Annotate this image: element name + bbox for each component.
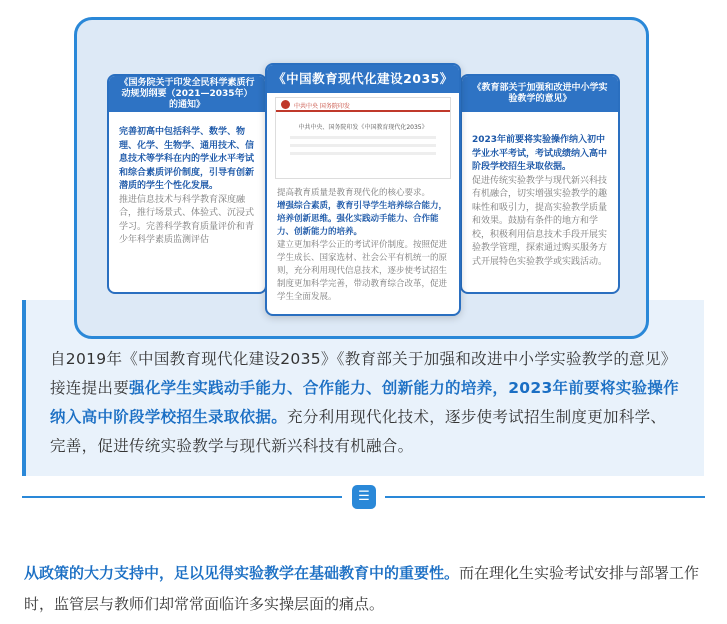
footer-highlight: 从政策的大力支持中，足以见得实验教学在基础教育中的重要性。 xyxy=(24,564,460,582)
document-thumbnail xyxy=(275,97,451,179)
info-text-highlight: 强化学生实践动手能力、合作能力、创新能力的培养，2023年前要将实验操作纳入高中阶段学校招生录取依据。 xyxy=(50,379,679,426)
policy-card-left xyxy=(107,74,267,294)
card-normal-text: 建立更加科学公正的考试评价制度。按照促进学生成长、国家选材、社会公平有机统一的原则，充分利用现代信息技术，逐步使考试招生制度更加科学完善，带动教育综合改革，促进学生全面发展。 xyxy=(277,240,448,302)
card-bold-text: 完善初高中包括科学、数学、物理、化学、生物学、通用技术、信息技术等学科在内的学业水平考试和综合素质评价制度，引导有创新潜质的学生个性化发展。 xyxy=(119,127,255,191)
doc-header xyxy=(276,98,450,112)
card-normal-text: 提高教育质量是教育现代化的核心要求。 xyxy=(277,188,431,198)
emblem-icon xyxy=(281,100,290,109)
info-text xyxy=(50,345,680,461)
footer-text: 而在理化生实验考试安排与部署工作时，监管层与教师们却常常面临许多实操层面的痛点。 xyxy=(24,564,700,613)
card-body xyxy=(267,183,459,308)
policy-card-middle xyxy=(265,63,461,316)
card-bold-text: 2023年前要将实验操作纳入初中学业水平考试，考试成绩纳入高中阶段学校招生录取依据。 xyxy=(472,135,608,172)
info-text-part1: 自2019年《中国教育现代化建设2035》《教育部关于加强和改进中小学实验教学的意见》接连提出要 xyxy=(50,350,677,397)
card-normal-text: 推进信息技术与科学教育深度融合，推行场景式、体验式、沉浸式学习。完善科学教育质量评价和青少年科学素质监测评估 xyxy=(119,194,255,245)
document-icon: ☰ xyxy=(352,485,376,509)
card-title: 《中国教育现代化建设2035》 xyxy=(267,65,459,93)
card-bold-text: 增强综合素质，教育引导学生培养综合能力，培养创新思维。强化实践动手能力、合作能力、创新能力的培养。 xyxy=(277,201,448,237)
footer-paragraph xyxy=(24,558,704,620)
divider-left xyxy=(22,496,342,498)
info-text-part2: 充分利用现代化技术，逐步使考试招生制度更加科学、完善，促进传统实验教学与现代新兴科技有机融合。 xyxy=(50,408,667,455)
divider-right xyxy=(385,496,705,498)
card-title: 《教育部关于加强和改进中小学实验教学的意见》 xyxy=(462,76,618,112)
doc-text-line xyxy=(290,144,436,147)
doc-text-line xyxy=(290,136,436,139)
policy-card-right xyxy=(460,74,620,294)
card-normal-text: 促进传统实验教学与现代新兴科技有机融合，切实增强实验教学的趣味性和吸引力，提高实验教学质量和效果。鼓励有条件的地方和学校，积极利用信息技术手段开展实验教学管理，探索通过购买服务方式开展特色实验教学或实践活动。 xyxy=(472,175,608,267)
card-title: 《国务院关于印发全民科学素质行动规划纲要（2021—2035年）的通知》 xyxy=(109,76,265,112)
doc-title: 中共中央、国务院印发《中国教育现代化2035》 xyxy=(298,124,428,131)
card-body xyxy=(462,112,618,277)
doc-text-line xyxy=(290,152,436,155)
card-body xyxy=(109,112,265,256)
doc-header-text: 中共中央 国务院印发 xyxy=(294,103,350,110)
